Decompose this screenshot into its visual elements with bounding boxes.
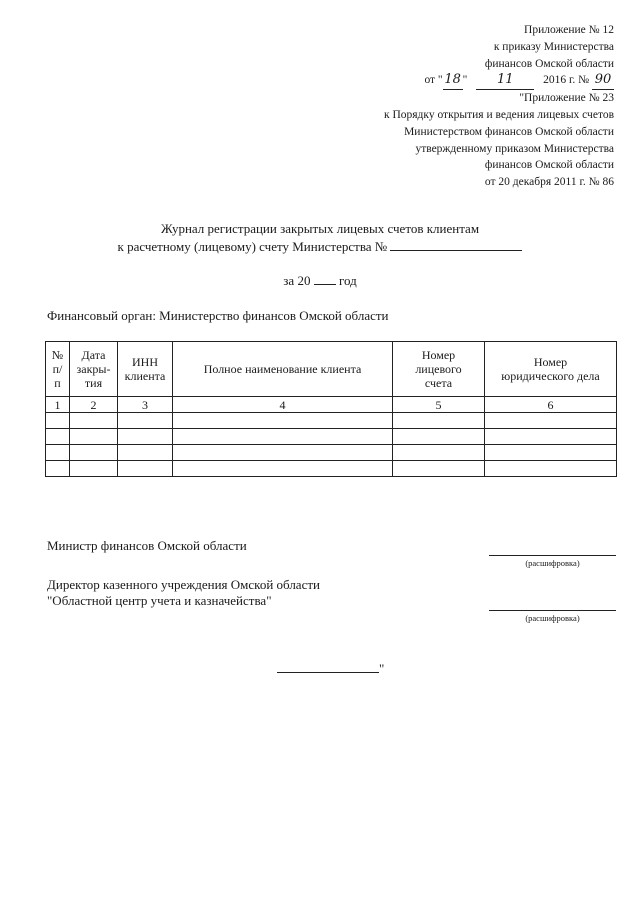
closing-blank [277,660,379,673]
header-cell-case-number: Номер юридического дела [485,342,617,397]
appendix-line: финансов Омской области [484,57,614,70]
appendix-line: от 20 декабря 2011 г. № 86 [484,176,614,189]
year-blank [314,273,336,285]
header-cell-date: Дата закры- тия [70,342,118,397]
header-cell-inn: ИНН клиента [118,342,173,397]
year-line [60,272,580,290]
minister-signature-label: Министр финансов Омской области [47,538,247,553]
column-number: 5 [393,397,485,413]
column-number: 1 [46,397,70,413]
date-month: 11 [476,72,534,90]
appendix-line: Министерством финансов Омской области [404,125,614,138]
appendix-line: утвержденному приказом Министерства [415,142,614,155]
director-decode-label: (расшифровка) [525,613,580,623]
financial-organ: Финансовый орган: Министерство финансов Омской области [47,308,389,323]
table-header-row [46,342,617,397]
appendix-line: к приказу Министерства [493,40,614,53]
appendix-line: финансов Омской области [484,159,614,172]
director-line1: Директор казенного учреждения Омской области [47,577,320,592]
minister-signature-line [489,555,616,556]
table-number-row [46,397,617,413]
minister-decode-label: (расшифровка) [525,558,580,568]
year-suffix: год [338,273,357,288]
column-number: 4 [173,397,393,413]
date-prefix: от " [424,74,443,87]
director-signature-label [47,577,320,609]
column-number: 6 [485,397,617,413]
date-year: 2016 г. № [543,74,590,87]
year-prefix: за 20 [283,273,311,288]
header-cell-number: № п/ п [46,342,70,397]
header-cell-client-name: Полное наименование клиента [173,342,393,397]
appendix-line: Приложение № 12 [524,24,614,36]
appendix-line: к Порядку открытия и ведения лицевых счетов [383,108,614,121]
table-row [46,429,617,445]
journal-title [60,220,580,256]
director-signature-line [489,610,616,611]
director-line2: "Областной центр учета и казначейства" [47,593,272,608]
column-number: 2 [70,397,118,413]
table-row [46,461,617,477]
closing-quote: " [379,661,385,676]
column-number: 3 [118,397,173,413]
header-cell-account-number: Номер лицевого счета [393,342,485,397]
title-line2-text: к расчетному (лицевому) счету Министерства № [117,239,388,254]
table-row [46,413,617,429]
table-row [46,445,617,461]
date-mid: " [462,74,468,87]
date-day: 18 [443,72,463,90]
title-line2 [60,238,580,256]
closing-line [277,660,384,677]
appendix-date-line [284,72,614,90]
date-number: 90 [592,72,614,90]
appendix-line: "Приложение № 23 [519,92,614,105]
registration-table [45,341,617,477]
account-number-blank [390,238,522,251]
title-line1: Журнал регистрации закрытых лицевых счетов клиентам [160,221,480,236]
appendix-header [284,22,614,191]
